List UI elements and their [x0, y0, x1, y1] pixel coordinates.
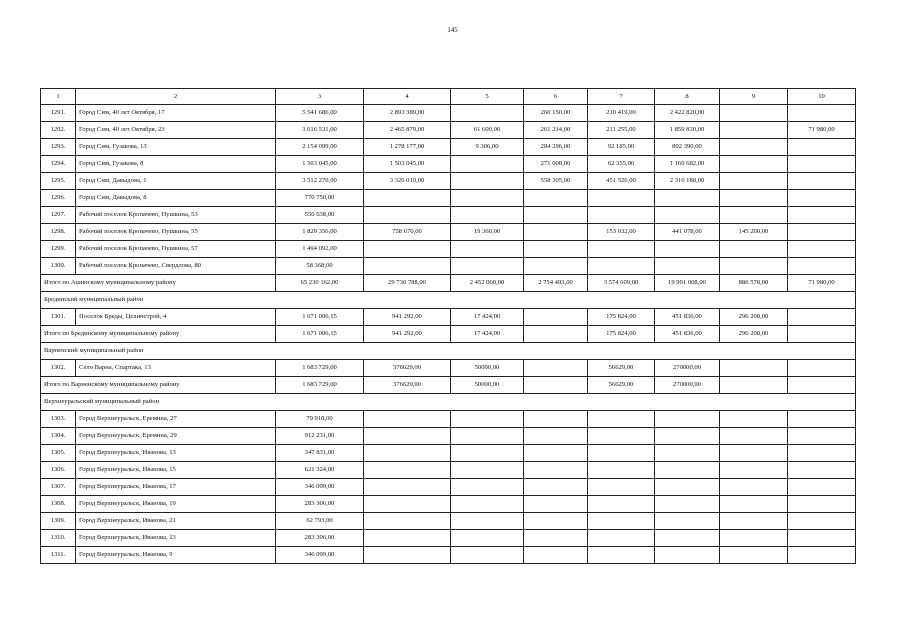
value-cell-col-9 — [720, 190, 788, 207]
value-cell-col-3: 5 541 686,00 — [276, 105, 364, 122]
value-cell-col-10 — [788, 445, 856, 462]
value-cell-col-9 — [720, 173, 788, 190]
value-cell-col-4 — [364, 411, 451, 428]
table-row — [41, 241, 856, 258]
value-cell-col-5: 19 360,00 — [451, 224, 524, 241]
value-cell-col-3: 283 306,00 — [276, 530, 364, 547]
value-cell-col-7 — [588, 411, 655, 428]
value-cell-col-5 — [451, 411, 524, 428]
row-number: 1294. — [41, 156, 76, 173]
value-cell-col-5 — [451, 445, 524, 462]
value-cell-col-9: 296 208,00 — [720, 326, 788, 343]
row-number: 1293. — [41, 139, 76, 156]
value-cell-col-4: 376629,00 — [364, 377, 451, 394]
row-number: 1292. — [41, 122, 76, 139]
row-number: 1296. — [41, 190, 76, 207]
value-cell-col-9 — [720, 428, 788, 445]
value-cell-col-5 — [451, 207, 524, 224]
total-label: Итого по Брединскому муниципальному району — [41, 326, 276, 343]
value-cell-col-9: 296 208,00 — [720, 309, 788, 326]
value-cell-col-5: 17 424,00 — [451, 309, 524, 326]
object-address: Рабочий поселок Кропачево, Свердлова, 80 — [76, 258, 276, 275]
value-cell-col-7: 451 526,00 — [588, 173, 655, 190]
table-row — [41, 428, 856, 445]
value-cell-col-6 — [524, 309, 588, 326]
column-header-5: 5 — [451, 89, 524, 105]
value-cell-col-6 — [524, 479, 588, 496]
value-cell-col-8: 2 422 820,00 — [655, 105, 720, 122]
value-cell-col-7: 153 032,00 — [588, 224, 655, 241]
row-number: 1304. — [41, 428, 76, 445]
value-cell-col-8 — [655, 207, 720, 224]
value-cell-col-7 — [588, 496, 655, 513]
value-cell-col-8: 270000,00 — [655, 360, 720, 377]
value-cell-col-8 — [655, 513, 720, 530]
value-cell-col-5 — [451, 241, 524, 258]
row-number: 1309. — [41, 513, 76, 530]
value-cell-col-6 — [524, 377, 588, 394]
value-cell-col-3: 550 638,00 — [276, 207, 364, 224]
object-address: Город Верхнеуральск, Еремина, 27 — [76, 411, 276, 428]
row-number: 1306. — [41, 462, 76, 479]
table-row — [41, 411, 856, 428]
row-number: 1299. — [41, 241, 76, 258]
value-cell-col-5 — [451, 496, 524, 513]
value-cell-col-7: 175 824,00 — [588, 326, 655, 343]
table-row — [41, 547, 856, 564]
value-cell-col-9 — [720, 445, 788, 462]
value-cell-col-8: 451 836,00 — [655, 326, 720, 343]
value-cell-col-5: 50000,00 — [451, 360, 524, 377]
value-cell-col-9 — [720, 377, 788, 394]
value-cell-col-9 — [720, 462, 788, 479]
object-address: Город Сим, Гузакова, 8 — [76, 156, 276, 173]
value-cell-col-8: 1 859 830,00 — [655, 122, 720, 139]
value-cell-col-7: 210 419,00 — [588, 105, 655, 122]
table-body — [41, 105, 856, 564]
value-cell-col-4: 1 503 045,00 — [364, 156, 451, 173]
value-cell-col-9 — [720, 360, 788, 377]
value-cell-col-9 — [720, 207, 788, 224]
value-cell-col-10: 71 980,00 — [788, 275, 856, 292]
row-number: 1300. — [41, 258, 76, 275]
value-cell-col-9 — [720, 105, 788, 122]
column-header-6: 6 — [524, 89, 588, 105]
value-cell-col-3: 1 671 006,15 — [276, 309, 364, 326]
value-cell-col-8 — [655, 190, 720, 207]
value-cell-col-6 — [524, 513, 588, 530]
value-cell-col-10 — [788, 479, 856, 496]
data-table — [40, 88, 856, 564]
value-cell-col-5 — [451, 105, 524, 122]
value-cell-col-5 — [451, 156, 524, 173]
value-cell-col-7 — [588, 190, 655, 207]
object-address: Рабочий поселок Кропачево, Пушкина, 55 — [76, 224, 276, 241]
value-cell-col-10 — [788, 173, 856, 190]
value-cell-col-3: 58 368,00 — [276, 258, 364, 275]
value-cell-col-3: 1 829 356,00 — [276, 224, 364, 241]
value-cell-col-7 — [588, 547, 655, 564]
row-number: 1311. — [41, 547, 76, 564]
value-cell-col-6 — [524, 190, 588, 207]
section-label: Верхнеуральский муниципальный район — [41, 394, 856, 411]
value-cell-col-10 — [788, 207, 856, 224]
table-row — [41, 360, 856, 377]
value-cell-col-5 — [451, 513, 524, 530]
value-cell-col-3: 65 230 162,00 — [276, 275, 364, 292]
value-cell-col-3: 346 099,00 — [276, 479, 364, 496]
value-cell-col-8: 2 316 188,00 — [655, 173, 720, 190]
value-cell-col-6: 2 754 493,00 — [524, 275, 588, 292]
value-cell-col-10 — [788, 326, 856, 343]
table-row — [41, 173, 856, 190]
value-cell-col-3: 912 231,00 — [276, 428, 364, 445]
value-cell-col-9 — [720, 547, 788, 564]
value-cell-col-6 — [524, 428, 588, 445]
value-cell-col-10 — [788, 258, 856, 275]
value-cell-col-5 — [451, 428, 524, 445]
object-address: Город Верхнеуральск, Иванова, 21 — [76, 513, 276, 530]
value-cell-col-7: 175 824,00 — [588, 309, 655, 326]
column-header-4: 4 — [364, 89, 451, 105]
table-row — [41, 190, 856, 207]
value-cell-col-6 — [524, 360, 588, 377]
row-number: 1303. — [41, 411, 76, 428]
value-cell-col-7 — [588, 462, 655, 479]
value-cell-col-4 — [364, 207, 451, 224]
section-row — [41, 394, 856, 411]
table-row — [41, 462, 856, 479]
value-cell-col-6 — [524, 241, 588, 258]
value-cell-col-8 — [655, 258, 720, 275]
value-cell-col-9 — [720, 156, 788, 173]
value-cell-col-3: 770 750,00 — [276, 190, 364, 207]
value-cell-col-10 — [788, 377, 856, 394]
value-cell-col-9 — [720, 258, 788, 275]
object-address: Рабочий поселок Кропачево, Пушкина, 57 — [76, 241, 276, 258]
value-cell-col-5 — [451, 173, 524, 190]
row-number: 1297. — [41, 207, 76, 224]
value-cell-col-8: 451 836,00 — [655, 309, 720, 326]
value-cell-col-7 — [588, 241, 655, 258]
value-cell-col-9 — [720, 530, 788, 547]
value-cell-col-6 — [524, 547, 588, 564]
table-row — [41, 445, 856, 462]
table-row — [41, 513, 856, 530]
value-cell-col-6: 271 008,00 — [524, 156, 588, 173]
value-cell-col-4: 1 278 177,00 — [364, 139, 451, 156]
total-label: Итого по Ашинскому муниципальному району — [41, 275, 276, 292]
value-cell-col-6 — [524, 326, 588, 343]
value-cell-col-3: 621 324,00 — [276, 462, 364, 479]
object-address: Село Варна, Спартака, 13 — [76, 360, 276, 377]
value-cell-col-6: 558 305,00 — [524, 173, 588, 190]
total-row — [41, 326, 856, 343]
value-cell-col-6 — [524, 258, 588, 275]
object-address: Город Верхнеуральск, Иванова, 23 — [76, 530, 276, 547]
value-cell-col-6 — [524, 530, 588, 547]
value-cell-col-4 — [364, 547, 451, 564]
value-cell-col-8 — [655, 445, 720, 462]
value-cell-col-4 — [364, 513, 451, 530]
value-cell-col-6 — [524, 411, 588, 428]
value-cell-col-4 — [364, 241, 451, 258]
value-cell-col-3: 1 683 729,00 — [276, 360, 364, 377]
value-cell-col-4 — [364, 258, 451, 275]
value-cell-col-4: 29 730 788,00 — [364, 275, 451, 292]
table-row — [41, 309, 856, 326]
column-header-9: 9 — [720, 89, 788, 105]
object-address: Город Верхнеуральск, Иванова, 17 — [76, 479, 276, 496]
object-address: Город Сим, Гузакова, 13 — [76, 139, 276, 156]
header-row — [41, 89, 856, 105]
object-address: Город Верхнеуральск, Еремина, 29 — [76, 428, 276, 445]
value-cell-col-7 — [588, 530, 655, 547]
row-number: 1295. — [41, 173, 76, 190]
column-header-8: 8 — [655, 89, 720, 105]
row-number: 1302. — [41, 360, 76, 377]
value-cell-col-4 — [364, 428, 451, 445]
row-number: 1301. — [41, 309, 76, 326]
value-cell-col-8 — [655, 530, 720, 547]
value-cell-col-4 — [364, 530, 451, 547]
value-cell-col-10 — [788, 513, 856, 530]
value-cell-col-7 — [588, 428, 655, 445]
value-cell-col-9 — [720, 241, 788, 258]
table-row — [41, 258, 856, 275]
value-cell-col-8: 270000,00 — [655, 377, 720, 394]
value-cell-col-10 — [788, 411, 856, 428]
value-cell-col-10 — [788, 530, 856, 547]
row-number: 1307. — [41, 479, 76, 496]
value-cell-col-5: 50000,00 — [451, 377, 524, 394]
page-number: 145 — [447, 26, 458, 34]
value-cell-col-8: 1 169 682,00 — [655, 156, 720, 173]
value-cell-col-6: 260 150,00 — [524, 105, 588, 122]
value-cell-col-10 — [788, 360, 856, 377]
table-row — [41, 139, 856, 156]
table-row — [41, 207, 856, 224]
value-cell-col-5 — [451, 462, 524, 479]
row-number: 1291. — [41, 105, 76, 122]
value-cell-col-7: 56629,00 — [588, 360, 655, 377]
value-cell-col-6 — [524, 445, 588, 462]
value-cell-col-9: 886 578,00 — [720, 275, 788, 292]
value-cell-col-4 — [364, 445, 451, 462]
object-address: Город Верхнеуральск, Иванова, 19 — [76, 496, 276, 513]
value-cell-col-3: 1 683 729,00 — [276, 377, 364, 394]
value-cell-col-4: 2 465 879,00 — [364, 122, 451, 139]
value-cell-col-7: 56629,00 — [588, 377, 655, 394]
value-cell-col-5: 17 424,00 — [451, 326, 524, 343]
value-cell-col-5: 61 600,00 — [451, 122, 524, 139]
value-cell-col-5: 2 452 060,00 — [451, 275, 524, 292]
value-cell-col-9 — [720, 513, 788, 530]
value-cell-col-5 — [451, 190, 524, 207]
object-address: Город Сим, Давыдова, 1 — [76, 173, 276, 190]
value-cell-col-3: 1 494 092,00 — [276, 241, 364, 258]
value-cell-col-10 — [788, 462, 856, 479]
value-cell-col-8 — [655, 411, 720, 428]
value-cell-col-6: 261 214,00 — [524, 122, 588, 139]
value-cell-col-9 — [720, 479, 788, 496]
table-row — [41, 105, 856, 122]
table-row — [41, 156, 856, 173]
value-cell-col-7: 3 574 609,00 — [588, 275, 655, 292]
table-row — [41, 479, 856, 496]
value-cell-col-7 — [588, 479, 655, 496]
value-cell-col-10 — [788, 309, 856, 326]
value-cell-col-6: 284 296,00 — [524, 139, 588, 156]
row-number: 1305. — [41, 445, 76, 462]
value-cell-col-4 — [364, 496, 451, 513]
value-cell-col-3: 1 503 045,00 — [276, 156, 364, 173]
value-cell-col-7 — [588, 513, 655, 530]
object-address: Город Сим, Давыдова, 8 — [76, 190, 276, 207]
value-cell-col-5 — [451, 258, 524, 275]
value-cell-col-9 — [720, 496, 788, 513]
value-cell-col-6 — [524, 462, 588, 479]
value-cell-col-8: 441 078,00 — [655, 224, 720, 241]
value-cell-col-9: 145 200,00 — [720, 224, 788, 241]
value-cell-col-10 — [788, 139, 856, 156]
value-cell-col-4 — [364, 462, 451, 479]
value-cell-col-8 — [655, 479, 720, 496]
row-number: 1310. — [41, 530, 76, 547]
value-cell-col-4: 941 292,00 — [364, 326, 451, 343]
table-row — [41, 224, 856, 241]
value-cell-col-4: 2 893 389,00 — [364, 105, 451, 122]
value-cell-col-8 — [655, 547, 720, 564]
value-cell-col-3: 1 671 006,15 — [276, 326, 364, 343]
column-header-3: 3 — [276, 89, 364, 105]
value-cell-col-3: 283 306,00 — [276, 496, 364, 513]
value-cell-col-7: 211 255,00 — [588, 122, 655, 139]
value-cell-col-6 — [524, 496, 588, 513]
value-cell-col-3: 346 099,00 — [276, 547, 364, 564]
section-label: Брединский муниципальный район — [41, 292, 856, 309]
value-cell-col-10 — [788, 496, 856, 513]
value-cell-col-5 — [451, 479, 524, 496]
value-cell-col-10: 71 980,00 — [788, 122, 856, 139]
value-cell-col-7: 62 355,00 — [588, 156, 655, 173]
value-cell-col-9 — [720, 122, 788, 139]
table-row — [41, 530, 856, 547]
column-header-10: 10 — [788, 89, 856, 105]
value-cell-col-3: 79 918,00 — [276, 411, 364, 428]
column-header-1: 1 — [41, 89, 76, 105]
value-cell-col-8 — [655, 241, 720, 258]
value-cell-col-8 — [655, 428, 720, 445]
value-cell-col-3: 2 154 099,00 — [276, 139, 364, 156]
value-cell-col-8: 19 991 068,00 — [655, 275, 720, 292]
object-address: Город Сим, 40 лет Октября, 23 — [76, 122, 276, 139]
table-row — [41, 122, 856, 139]
section-row — [41, 292, 856, 309]
value-cell-col-9 — [720, 139, 788, 156]
object-address: Поселок Бреды, Целинстрой, 4 — [76, 309, 276, 326]
value-cell-col-7: 92 185,00 — [588, 139, 655, 156]
value-cell-col-7 — [588, 258, 655, 275]
value-cell-col-10 — [788, 428, 856, 445]
total-label: Итого по Варненскому муниципальному району — [41, 377, 276, 394]
value-cell-col-7 — [588, 445, 655, 462]
value-cell-col-3: 347 831,00 — [276, 445, 364, 462]
value-cell-col-5 — [451, 530, 524, 547]
value-cell-col-3: 3 016 531,00 — [276, 122, 364, 139]
value-cell-col-7 — [588, 207, 655, 224]
row-number: 1298. — [41, 224, 76, 241]
value-cell-col-8 — [655, 496, 720, 513]
value-cell-col-6 — [524, 224, 588, 241]
object-address: Рабочий поселок Кропачево, Пушкина, 53 — [76, 207, 276, 224]
column-header-7: 7 — [588, 89, 655, 105]
section-row — [41, 343, 856, 360]
value-cell-col-4: 3 326 019,00 — [364, 173, 451, 190]
value-cell-col-4 — [364, 190, 451, 207]
value-cell-col-10 — [788, 105, 856, 122]
value-cell-col-4: 376629,00 — [364, 360, 451, 377]
value-cell-col-10 — [788, 241, 856, 258]
value-cell-col-4 — [364, 479, 451, 496]
value-cell-col-8: 892 390,00 — [655, 139, 720, 156]
value-cell-col-6 — [524, 207, 588, 224]
object-address: Город Сим, 40 лет Октября, 17 — [76, 105, 276, 122]
value-cell-col-10 — [788, 224, 856, 241]
value-cell-col-4: 941 292,00 — [364, 309, 451, 326]
value-cell-col-10 — [788, 190, 856, 207]
object-address: Город Верхнеуральск, Иванова, 9 — [76, 547, 276, 564]
value-cell-col-9 — [720, 411, 788, 428]
value-cell-col-10 — [788, 547, 856, 564]
object-address: Город Верхнеуральск, Иванова, 13 — [76, 445, 276, 462]
value-cell-col-10 — [788, 156, 856, 173]
value-cell-col-5 — [451, 547, 524, 564]
column-header-2: 2 — [76, 89, 276, 105]
value-cell-col-5: 9 306,00 — [451, 139, 524, 156]
table-row — [41, 496, 856, 513]
value-cell-col-3: 62 793,00 — [276, 513, 364, 530]
value-cell-col-4: 758 670,00 — [364, 224, 451, 241]
section-label: Варненский муниципальный район — [41, 343, 856, 360]
value-cell-col-8 — [655, 462, 720, 479]
total-row — [41, 275, 856, 292]
object-address: Город Верхнеуральск, Иванова, 15 — [76, 462, 276, 479]
value-cell-col-3: 3 512 270,00 — [276, 173, 364, 190]
total-row — [41, 377, 856, 394]
row-number: 1308. — [41, 496, 76, 513]
